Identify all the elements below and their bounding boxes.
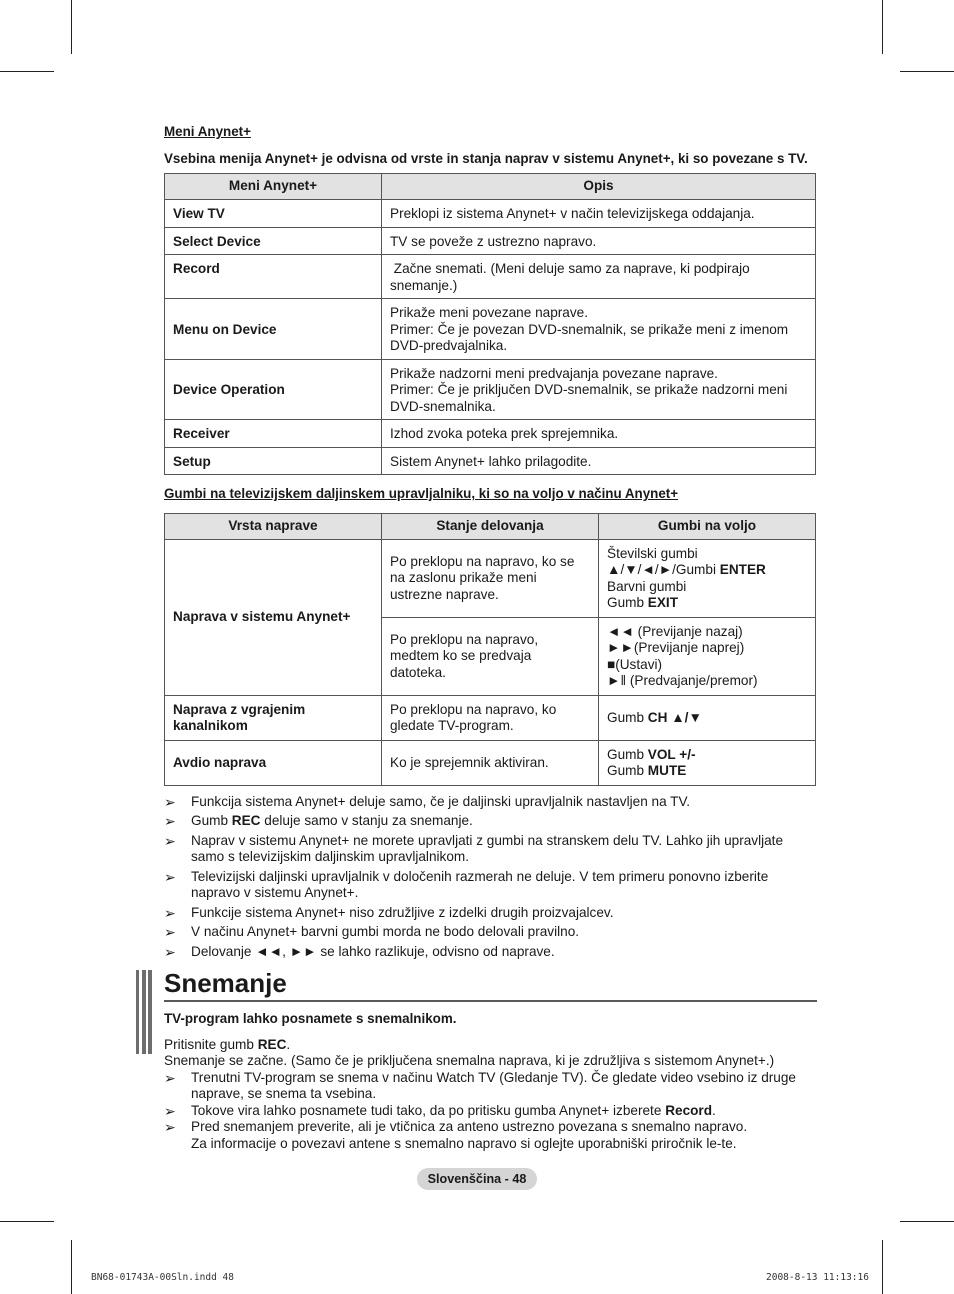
menu-item-name: Setup <box>165 447 382 475</box>
menu-item-desc: Sistem Anynet+ lahko prilagodite. <box>382 447 816 475</box>
operation-state: Po preklopu na napravo, ko se na zaslonu prikaže meni ustrezne naprave. <box>382 539 599 617</box>
note-item: ➢ Funkcije sistema Anynet+ niso združljive z izdelki drugih proizvajalcev. <box>164 904 614 921</box>
note-item: ➢ Pred snemanjem preverite, ali je vtičnica za anteno ustrezno povezana s snemalno napravo. Za informacije o povezavi antene s snemalno napravo si oglejte uporabniški priročnik le-te. <box>164 1119 748 1151</box>
table-header: Stanje delovanja <box>382 513 599 539</box>
notes-list <box>164 794 816 961</box>
buttons-table <box>164 513 816 786</box>
note-item: ➢ Naprav v sistemu Anynet+ ne morete upravljati z gumbi na stranskem delu TV. Lahko jih upravljate samo s televizijskim daljinskim upravljalnikom. <box>164 832 784 864</box>
heading-bars <box>136 970 154 1054</box>
crop-mark <box>0 71 54 72</box>
arrow-icon: ➢ <box>164 924 176 940</box>
recording-section <box>164 1011 816 1152</box>
arrow-icon: ➢ <box>164 943 176 960</box>
table-row <box>165 255 816 299</box>
note-item: ➢ Gumb REC deluje samo v stanju za snemanje. <box>164 813 473 829</box>
heading-rule <box>164 1000 817 1002</box>
table-row <box>165 200 816 228</box>
button-line: Številski gumbi <box>607 545 698 561</box>
menu-table <box>164 173 816 475</box>
button-line: Gumb EXIT <box>607 595 679 610</box>
table-header-row <box>165 174 816 200</box>
menu-item-name: Device Operation <box>165 359 382 420</box>
table-row <box>165 299 816 360</box>
crop-mark <box>71 1240 72 1294</box>
menu-item-desc: TV se poveže z ustrezno napravo. <box>382 227 816 255</box>
note-item: ➢ Funkcija sistema Anynet+ deluje samo, če je daljinski upravljalnik nastavljen na TV. <box>164 793 691 810</box>
button-line: Gumb VOL +/- <box>607 746 696 762</box>
crop-mark <box>882 0 883 54</box>
section-intro: Vsebina menija Anynet+ je odvisna od vrste in stanja naprav v sistemu Anynet+, ki so povezane s TV. <box>164 150 808 166</box>
arrow-icon: ➢ <box>164 868 176 885</box>
footer-timestamp: 2008-8-13 11:13:16 <box>766 1272 869 1283</box>
arrow-icon: ➢ <box>164 1119 176 1135</box>
recording-step: Snemanje se začne. (Samo če je priključena snemalna naprava, ki je združljiva s sistemom Anynet+.) <box>164 1053 775 1068</box>
menu-item-desc <box>382 359 816 420</box>
operation-state: Po preklopu na napravo, ko gledate TV-program. <box>382 695 599 740</box>
table-header-row <box>165 513 816 539</box>
note-item: ➢ Tokove vira lahko posnamete tudi tako, da po pritisku gumba Anynet+ izberete Record. <box>164 1102 716 1119</box>
device-type: Naprava z vgrajenim kanalnikom <box>165 695 382 740</box>
table-row <box>165 447 816 475</box>
button-line: Gumb MUTE <box>607 763 687 778</box>
menu-item-name: View TV <box>165 200 382 228</box>
menu-item-name: Select Device <box>165 227 382 255</box>
desc-line: Prikaže nadzorni meni predvajanja povezane naprave. <box>390 365 718 381</box>
available-buttons <box>599 740 816 785</box>
crop-mark <box>900 1221 954 1222</box>
menu-item-name: Receiver <box>165 420 382 448</box>
arrow-icon: ➢ <box>164 1069 176 1086</box>
button-line: ►‖ (Predvajanje/premor) <box>607 673 758 688</box>
available-buttons <box>599 539 816 617</box>
button-line: ▲/▼/◄/►/Gumbi ENTER <box>607 562 766 577</box>
crop-mark <box>882 1240 883 1294</box>
menu-item-desc: Izhod zvoka poteka prek sprejemnika. <box>382 420 816 448</box>
table-row <box>165 359 816 420</box>
note-item: ➢ Delovanje ◄◄, ►► se lahko razlikuje, odvisno od naprave. <box>164 943 555 960</box>
anynet-menu-section <box>164 124 816 963</box>
table-row <box>165 740 816 785</box>
table-header: Gumbi na voljo <box>599 513 816 539</box>
operation-state: Po preklopu na napravo, medtem ko se predvaja datoteka. <box>382 617 599 695</box>
button-line: ◄◄ (Previjanje nazaj) <box>607 623 743 639</box>
table-header: Vrsta naprave <box>165 513 382 539</box>
note-item: ➢ Televizijski daljinski upravljalnik v določenih razmerah ne deluje. V tem primeru ponovno izberite napravo v sistemu Anynet+. <box>164 868 769 900</box>
crop-mark <box>0 1221 54 1222</box>
table-row <box>165 539 816 617</box>
arrow-icon: ➢ <box>164 832 176 849</box>
desc-line: Prikaže meni povezane naprave. <box>390 305 588 320</box>
section-title: Meni Anynet+ <box>164 124 251 139</box>
table-row <box>165 420 816 448</box>
button-line: ►►(Previjanje naprej) <box>607 640 745 655</box>
desc-line: Primer: Če je priključen DVD-snemalnik, se prikaže nadzorni meni DVD-snemalnika. <box>390 382 788 414</box>
arrow-icon: ➢ <box>164 793 176 810</box>
table-header: Opis <box>382 174 816 200</box>
crop-mark <box>71 0 72 54</box>
note-item: ➢ Trenutni TV-program se snema v načinu Watch TV (Gledanje TV). Če gledate video vsebino iz druge naprave, se snema ta vsebina. <box>164 1069 796 1101</box>
footer-filename: BN68-01743A-00Sln.indd 48 <box>91 1272 234 1283</box>
button-line: ■(Ustavi) <box>607 656 663 672</box>
page-heading: Snemanje <box>164 968 287 998</box>
arrow-icon: ➢ <box>164 1102 176 1119</box>
menu-item-name: Menu on Device <box>165 299 382 360</box>
table-header: Meni Anynet+ <box>165 174 382 200</box>
recording-lead: TV-program lahko posnamete s snemalnikom. <box>164 1011 457 1026</box>
menu-item-desc <box>382 299 816 360</box>
menu-item-name: Record <box>165 255 382 299</box>
available-buttons: Gumb CH ▲/▼ <box>599 695 816 740</box>
arrow-icon: ➢ <box>164 904 176 921</box>
note-item: ➢ V načinu Anynet+ barvni gumbi morda ne bodo delovali pravilno. <box>164 924 580 940</box>
menu-item-desc: Začne snemati. (Meni deluje samo za naprave, ki podpirajo snemanje.) <box>382 255 816 299</box>
table-row <box>165 695 816 740</box>
table-row <box>165 227 816 255</box>
buttons-section-title: Gumbi na televizijskem daljinskem upravljalniku, ki so na voljo v načinu Anynet+ <box>164 486 679 501</box>
device-type: Avdio naprava <box>165 740 382 785</box>
available-buttons <box>599 617 816 695</box>
arrow-icon: ➢ <box>164 813 176 829</box>
device-type: Naprava v sistemu Anynet+ <box>165 539 382 695</box>
menu-item-desc: Preklopi iz sistema Anynet+ v način televizijskega oddajanja. <box>382 200 816 228</box>
button-line: Barvni gumbi <box>607 578 687 594</box>
desc-line: Primer: Če je povezan DVD-snemalnik, se prikaže meni z imenom DVD-predvajalnika. <box>390 321 789 353</box>
operation-state: Ko je sprejemnik aktiviran. <box>382 740 599 785</box>
page-number-badge: Slovenščina - 48 <box>417 1168 537 1190</box>
crop-mark <box>900 71 954 72</box>
recording-step: Pritisnite gumb REC. <box>164 1036 291 1052</box>
